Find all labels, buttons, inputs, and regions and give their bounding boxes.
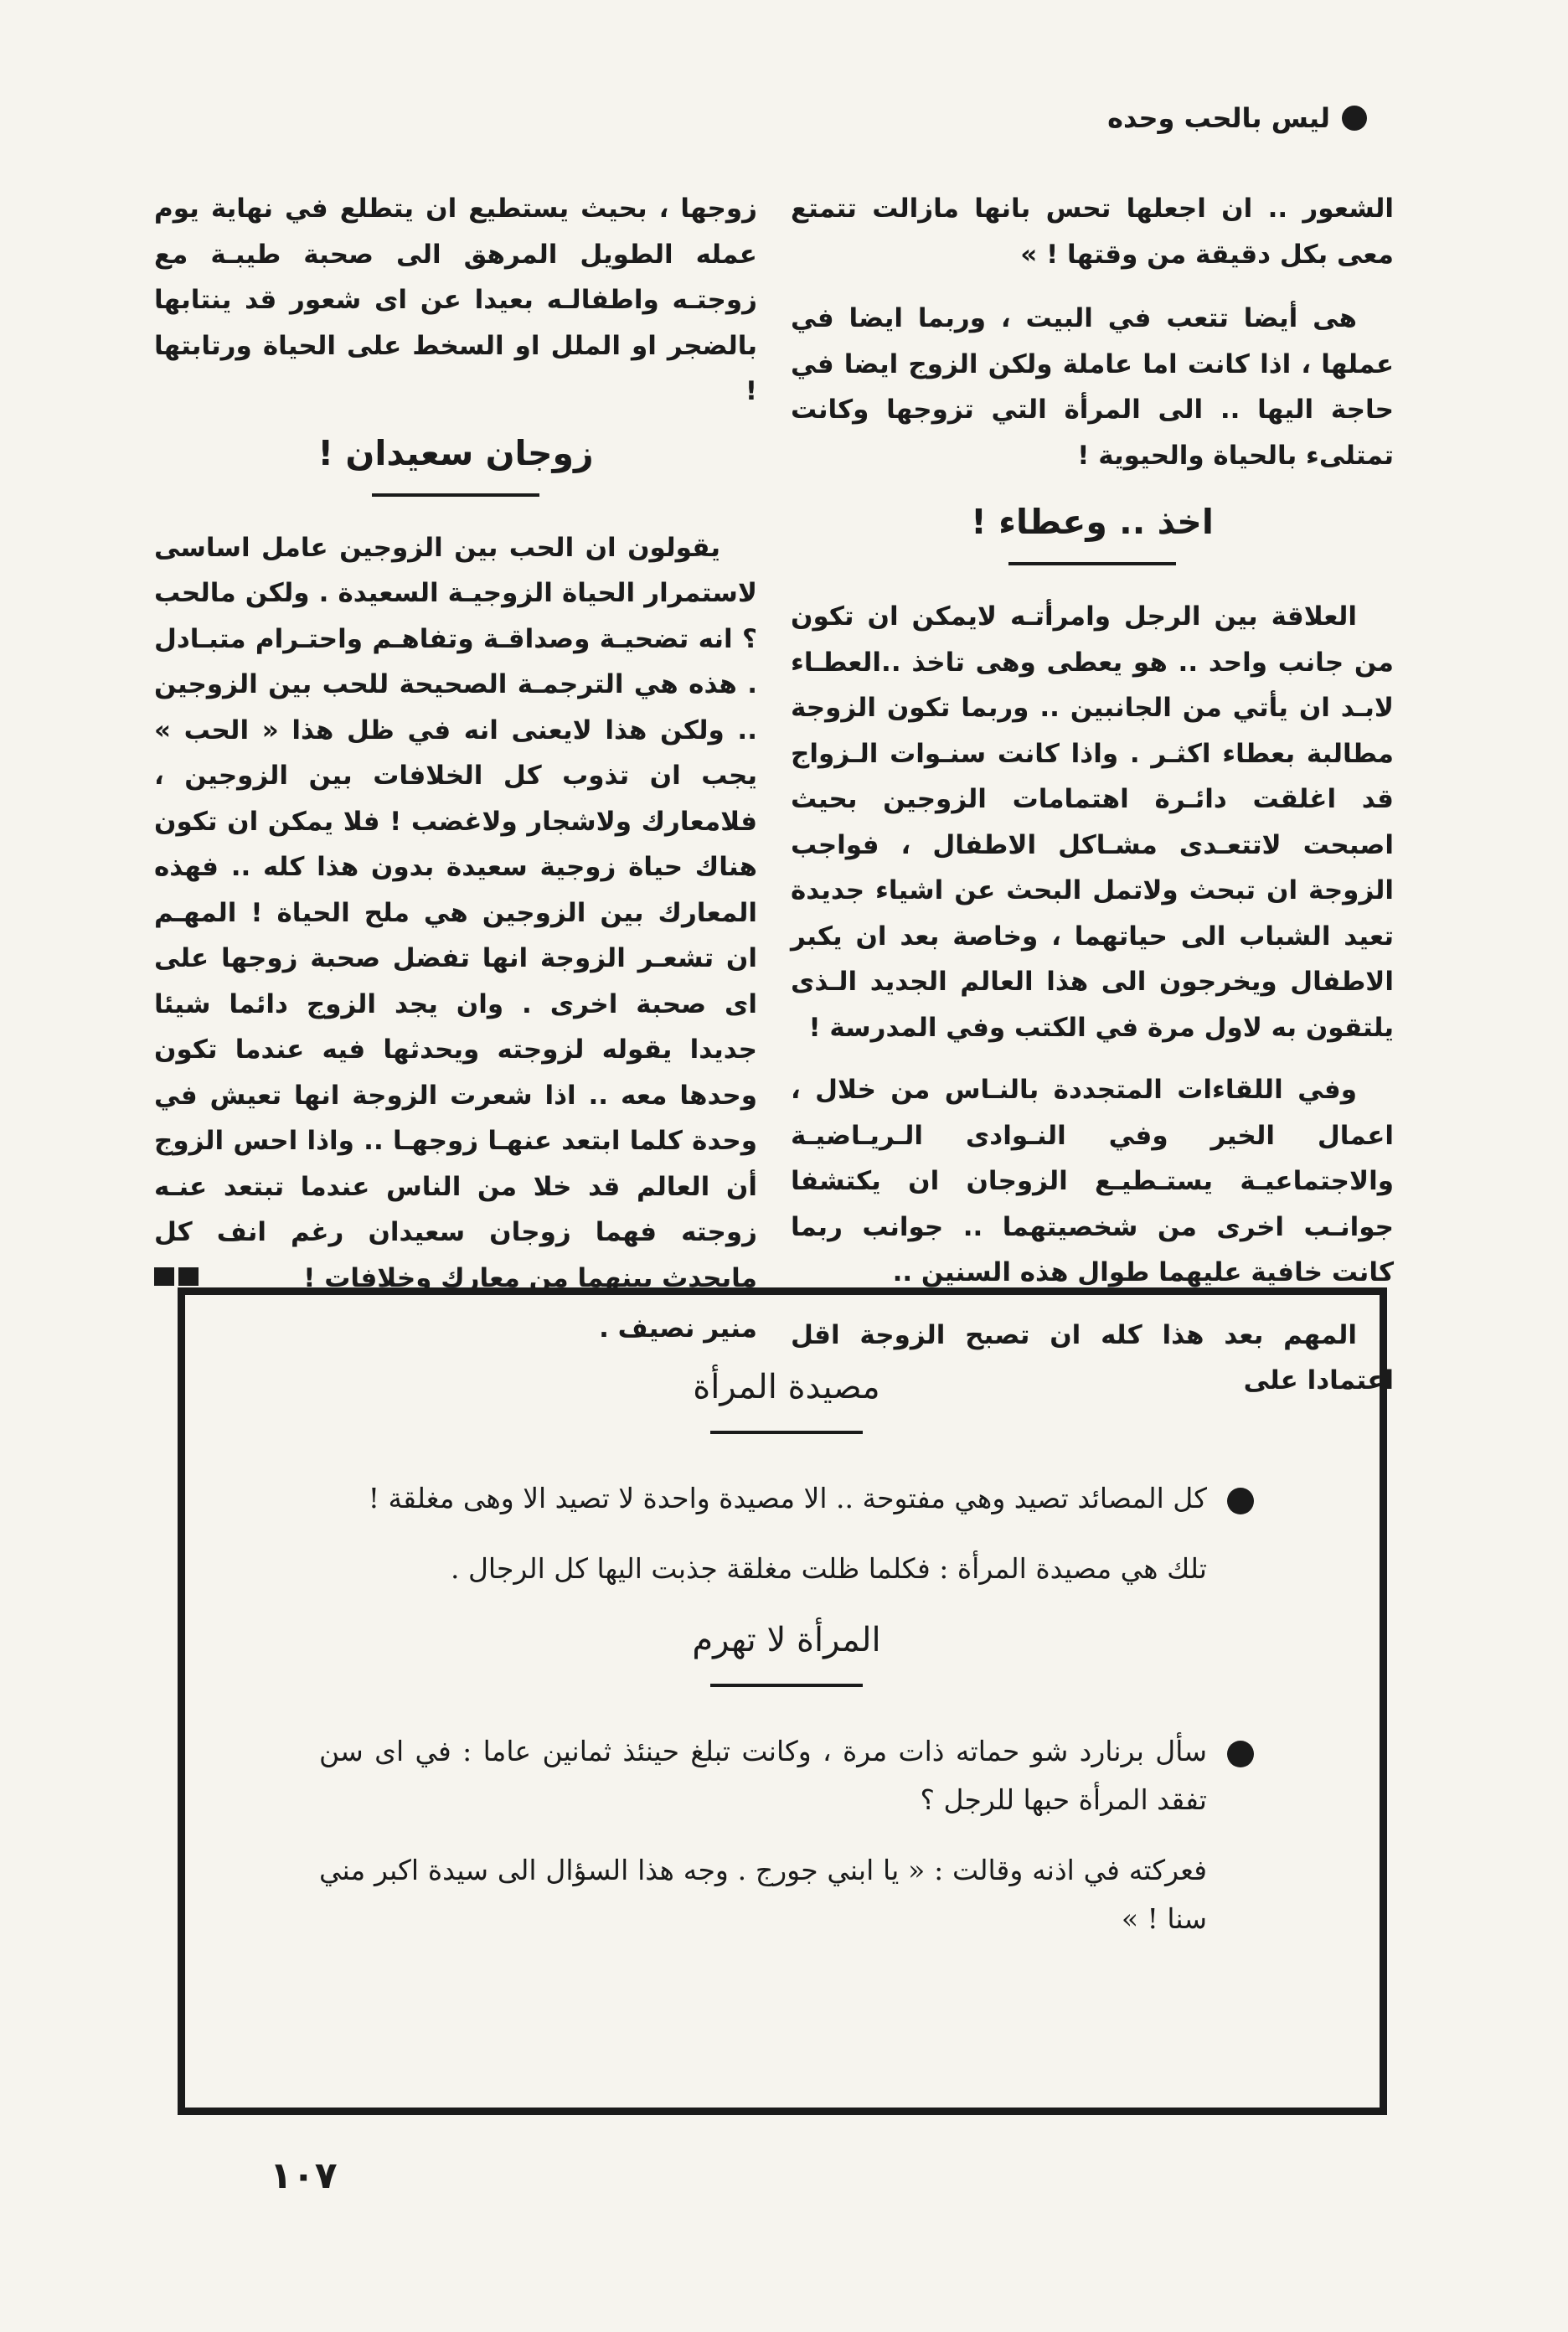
right-para-1: الشعور .. ان اجعلها تحس بانها مازالت تتمتع معى بكل دقيقة من وقتها ! » xyxy=(791,193,1394,270)
running-title: ليس بالحب وحده xyxy=(1107,102,1330,134)
bullet-icon xyxy=(1227,1488,1254,1514)
right-para-3: العلاقة بين الرجل وامرأتـه لايمكن ان تكون من جانب واحد .. هو يعطى وهى تاخذ ..العطـاء لابـد ان يأتي من الجانبين .. وربما تكون الزوجة مطالبة بعطاء اكثـر . واذا كانت سنـوات الـزواج قد اغلقت دائـرة اهتمامات الزوجين بحيث اصبحت لاتتعـدى مشـاكل الاطفال ، فواجب الزوجة ان تبحث ولاتمل البحث عن اشياء جديدة تعيد الشباب الى حياتهما ، وخاصة بعد ان يكبر الاطفال ويخرجون الى هذا العالم الجديد الـذى يلتقون به لاول مرة في الكتب وفي المدرسة ! xyxy=(791,601,1394,1043)
left-column xyxy=(154,186,757,1352)
end-of-article-mark xyxy=(154,1267,199,1286)
author-signature: منير نصيف . xyxy=(599,1313,757,1344)
box-paragraph-1-text: كل المصائد تصيد وهي مفتوحة .. الا مصيدة واحدة لا تصيد الا وهى مغلقة ! xyxy=(368,1482,1207,1514)
box-paragraph-2: تلك هي مصيدة المرأة : فكلما ظلت مغلقة جذبت اليها كل الرجال . xyxy=(450,1552,1207,1585)
subheading-divider xyxy=(372,493,539,497)
box-paragraph-1 xyxy=(319,1474,1254,1523)
left-para-1: زوجها ، بحيث يستطيع ان يتطلع في نهاية يوم عمله الطويل المرهق الى صحبة طيبـة مع زوجتـه واطفالـه بعيدا عن اى شعور قد ينتابها بالضجر او الملل او السخط على الحياة ورتابتها ! xyxy=(154,193,757,406)
right-para-5: المهم بعد هذا كله ان تصبح الزوجة اقل اعتمادا على xyxy=(791,1319,1394,1396)
right-column xyxy=(791,186,1394,1421)
right-para-4: وفي اللقاءات المتجددة بالنـاس من خلال ، اعمال الخير وفي النـوادى الـريـاضيـة والاجتماعيـة يستـطيـع الزوجان ان يكتشفا جوانـب اخرى من شخصيتهما .. جوانب ربما كانت خافية عليهما طوال هذه السنين .. xyxy=(791,1075,1394,1287)
running-header xyxy=(1107,102,1367,134)
right-para-2: هى أيضا تتعب في البيت ، وربما ايضا في عملها ، اذا كانت اما عاملة ولكن الزوج ايضا في حاجة اليها .. الى المرأة التي تزوجها وكانت تمتلىء بالحياة والحيوية ! xyxy=(791,303,1394,471)
bullet-icon xyxy=(1227,1741,1254,1767)
page-number: ١٠٧ xyxy=(270,2154,338,2197)
box-paragraph-3-text: سأل برنارد شو حماته ذات مرة ، وكانت تبلغ حينئذ ثمانين عاما : في اى سن تفقد المرأة حبها للرجل ؟ xyxy=(319,1735,1207,1816)
left-subheading: زوجان سعيدان ! xyxy=(317,432,594,473)
subheading-divider xyxy=(1008,562,1176,565)
left-para-2 xyxy=(154,525,757,1302)
box-title-divider xyxy=(710,1684,863,1687)
right-subheading: اخذ .. وعطاء ! xyxy=(971,502,1214,542)
bullet-icon xyxy=(1342,106,1367,131)
box-paragraph-3 xyxy=(319,1727,1254,1824)
box-title-divider xyxy=(710,1431,863,1434)
box-paragraph-4: فعركته في اذنه وقالت : « يا ابني جورج . وجه هذا السؤال الى سيدة اكبر مني سنا ! » xyxy=(319,1854,1207,1935)
box-title-1: مصيدة المرأة xyxy=(693,1368,880,1406)
box-title-2: المرأة لا تهرم xyxy=(692,1621,881,1659)
left-para-2-text: يقولون ان الحب بين الزوجين عامل اساسى لاستمرار الحياة الزوجيـة السعيدة . ولكن مالحب ؟ انه تضحيـة وصداقـة وتفاهـم واحتـرام متبـادل . هذه هي الترجمـة الصحيحة للحب بين الزوجين .. ولكن هذا لايعنى انه في ظل هذا « الحب » يجب ان تذوب كل الخلافات بين الزوجين ، فلامعارك ولاشجار ولاغضب ! فلا يمكن ان تكون هناك حياة زوجية سعيدة بدون هذا كله .. فهذه المعارك بين الزوجين هي ملح الحياة ! المهـم ان تشعـر الزوجة انها تفضل صحبة زوجها على اى صحبة اخرى . وان يجد الزوج دائما شيئا جديدا يقوله لزوجته ويحدثها فيه عندما تكون وحدها معه .. اذا شعرت الزوجة انها تعيش في وحدة كلما ابتعد عنهـا زوجهـا .. واذا احس الزوج أن العالم قد خلا من الناس عندما تبتعد عنـه زوجته فهما زوجان سعيدان رغم انف كل مايحدث بينهما من معارك وخلافات ! xyxy=(154,532,757,1293)
sidebar-box xyxy=(178,1287,1387,2115)
